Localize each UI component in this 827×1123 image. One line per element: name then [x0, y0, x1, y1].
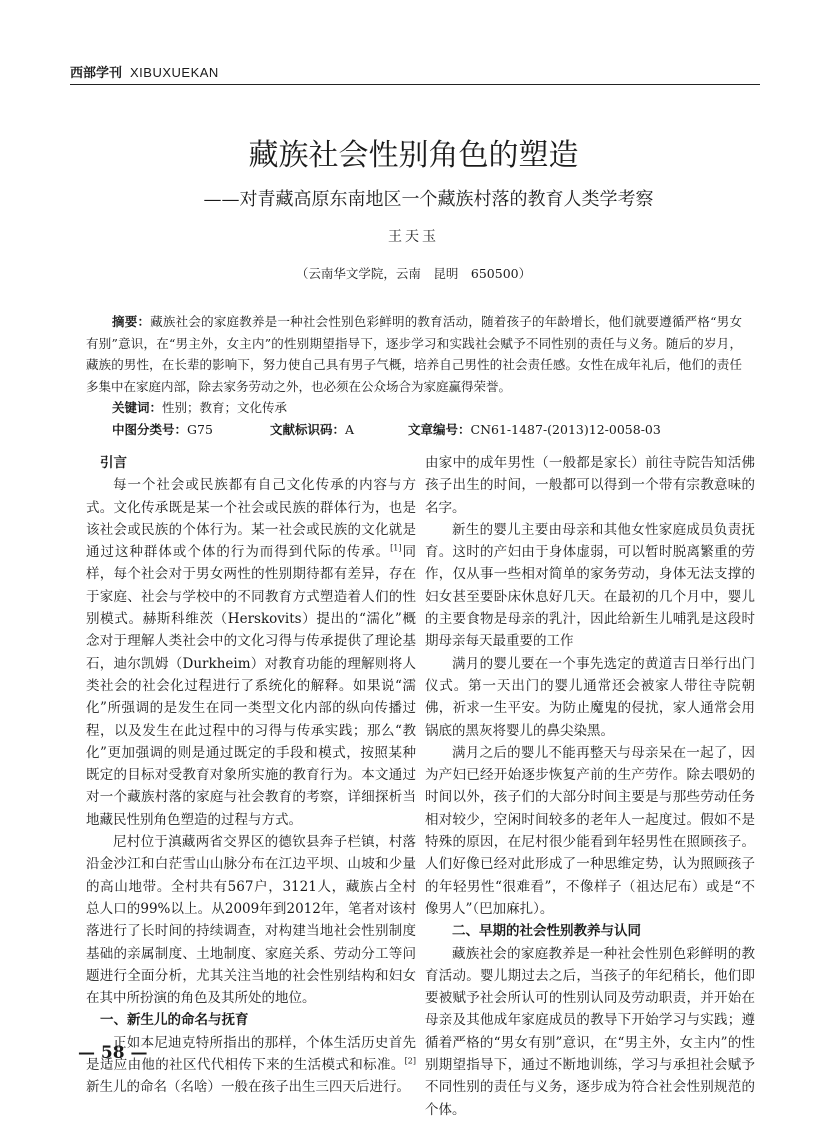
doc-code-field — [270, 419, 354, 441]
keywords-line — [86, 397, 742, 419]
body-paragraph: 正如本尼迪克特所指出的那样，个体生活历史首先是适应由他的社区代代相传下来的生活模式和标准。[2]新生儿的命名（名啥）一般在孩子出生三四天后进行。 — [86, 1034, 416, 1096]
left-column — [86, 452, 416, 1099]
keywords-text: 性别；教育；文化传承 — [162, 400, 288, 415]
abstract-label: 摘要： — [112, 314, 151, 329]
body-paragraph: 满月的婴儿要在一个事先选定的黄道吉日举行出门仪式。第一天出门的婴儿通常还会被家人带往寺院朝佛，祈求一生平安。为防止魔鬼的侵扰，家人通常会用锅底的黑灰将婴儿的鼻尖染黑。 — [425, 655, 755, 739]
journal-name-cn: 西部学刊 — [70, 66, 123, 81]
running-header — [70, 62, 760, 84]
body-paragraph: 尼村位于滇藏两省交界区的德钦县奔子栏镇，村落沿金沙江和白茫雪山山脉分布在江边平坝、山坡和少量的高山地带。全村共有567户，3121人，藏族占全村总人口的99%以上。从2009年到2012年，笔者对该村落进行了长时间的持续调查，对构建当地社会性别制度基础的亲属制度、土地制度、家庭关系、劳动分工等问题进行全面分析，尤其关注当地的社会性别结构和妇女在其中所扮演的角色及其所处的地位。 — [86, 834, 416, 1007]
doc-code-label: 文献标识码： — [270, 421, 346, 437]
keywords-label: 关键词： — [112, 400, 163, 415]
header-divider — [70, 84, 760, 85]
body-paragraph: 藏族社会的家庭教养是一种社会性别色彩鲜明的教育活动。婴儿期过去之后，当孩子的年纪稍长，他们即要被赋予社会所认可的性别认同及劳动职责，并开始在母亲及其他成年家庭成员的教导下开始学习与实践；遵循着严格的“男女有别”意识，在“男主外，女主内”的性别期望指导下，通过不断地训练，学习与承担社会赋予不同性别的责任与义务，逐步成为符合社会性别规范的个体。 — [425, 945, 755, 1118]
body-paragraph: 满月之后的婴儿不能再整天与母亲呆在一起了，因为产妇已经开始逐步恢复产前的生产劳作。除去喂奶的时间以外，孩子们的大部分时间主要是与那些劳动任务相对较少，空闲时间较多的老年人一起度过。假如不是特殊的原因，在尼村很少能看到年轻男性在照顾孩子。人们好像已经对此形成了一种思维定势，认为照顾孩子的年轻男性“很难看”，不像样子（祖达尼布）或是“不像男人”（巴加麻扎）。 — [425, 744, 755, 917]
article-title: 藏族社会性别角色的塑造 — [248, 138, 579, 173]
section-heading-1: 一、新生儿的命名与抚育 — [100, 1012, 249, 1029]
article-subtitle: ——对青藏高原东南地区一个藏族村落的教育人类学考察 — [203, 189, 654, 210]
body-paragraph: 每一个社会或民族都有自己文化传承的内容与方式。文化传承既是某一个社会或民族的群体行为，也是该社会或民族的个体行为。某一社会或民族的文化就是通过这种群体或个体的行为而得到代际的传承。[1]同样，每个社会对于男女两性的性别期待都有差异，存在于家庭、社会与学校中的不同教育方式塑造着人们的性别模式。赫斯科维茨（Herskovits）提出的“濡化”概念对于理解人类社会中的文化习得与传承提供了理论基石，迪尔凯姆（Durkheim）对教育功能的理解则将人类社会的社会化过程进行了系统化的解释。如果说“濡化”所强调的是发生在同一类型文化内部的纵向传播过程，以及发生在此过程中的习得与传承实践；那么“教化”更加强调的则是通过既定的手段和模式，按照某种既定的目标对受教育对象所实施的教育行为。本文通过对一个藏族村落的家庭与社会教育的考察，详细探析当地藏民性别角色塑造的过程与方式。 — [86, 477, 416, 828]
author-affiliation: （云南华文学院，云南 昆明 650500） — [295, 266, 532, 281]
article-no-value: CN61-1487-(2013)12-0058-03 — [470, 421, 661, 437]
classification-line — [86, 419, 742, 441]
right-column — [425, 452, 755, 1121]
section-heading-2: 二、早期的社会性别教养与认同 — [452, 923, 641, 940]
citation-ref: [2] — [404, 1056, 416, 1066]
abstract-text: 藏族社会的家庭教养是一种社会性别色彩鲜明的教育活动，随着孩子的年龄增长，他们就要遵循严格“男女有别”意识，在“男主外，女主内”的性别期望指导下，逐步学习和实践社会赋予不同性别的责任与义务。随后的岁月，藏族的男性，在长辈的影响下，努力使自己具有男子气概，培养自己男性的社会责任感。女性在成年礼后，他们的责任多集中在家庭内部，除去家务劳动之外，也必须在公众场合为家庭赢得荣誉。 — [86, 314, 742, 394]
citation-ref: [1] — [390, 543, 402, 553]
clc-value: G75 — [187, 421, 213, 437]
journal-name-en: XIBUXUEKAN — [130, 65, 219, 80]
article-no-label: 文章编号： — [408, 421, 471, 437]
abstract-block — [86, 311, 742, 441]
doc-code-value: A — [345, 421, 355, 437]
section-heading-intro: 引言 — [100, 455, 127, 471]
body-paragraph: 新生的婴儿主要由母亲和其他女性家庭成员负责抚育。这时的产妇由于身体虚弱，可以暂时脱离繁重的劳作，仅从事一些相对简单的家务劳动，身体无法支撑的妇女甚至要卧床休息好几天。在最初的几个月中，婴儿的主要食物是母亲的乳汁，因此给新生儿哺乳是这段时期母亲每天最重要的工作 — [425, 521, 755, 650]
article-no-field — [408, 419, 661, 441]
author-name: 王天玉 — [388, 229, 439, 245]
page-number: — 58 — — [78, 1043, 148, 1063]
abstract-paragraph — [86, 311, 742, 397]
clc-field — [112, 419, 213, 441]
clc-label: 中图分类号： — [112, 421, 188, 437]
body-paragraph-continued: 由家中的成年男性（一般都是家长）前往寺院告知活佛孩子出生的时间，一般都可以得到一个带有宗教意味的名字。 — [425, 455, 755, 516]
